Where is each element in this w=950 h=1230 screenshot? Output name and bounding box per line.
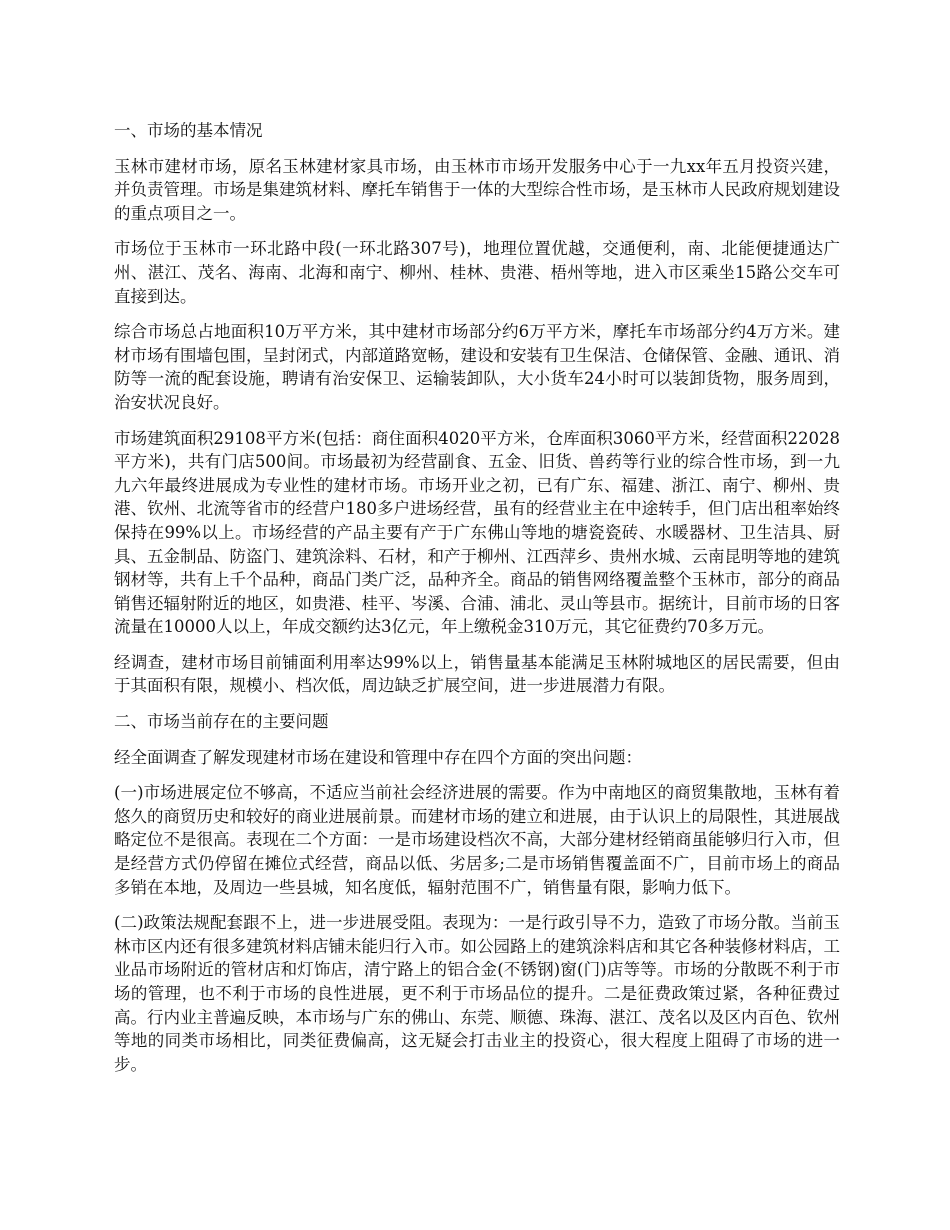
- paragraph-market-operations: 市场建筑面积29108平方米(包括：商住面积4020平方米，仓库面积3060平方米，经营面积22028平方米)，共有门店500间。市场最初为经营副食、五金、旧货、兽药等行业的综合性市场，到一九九六年最终进展成为专业性的建材市场。市场开业之初，已有广东、福建、浙江、南宁、柳州、贵港、钦州、北流等省市的经营户180多户进场经营，虽有的经营业主在中途转手，但门店出租率始终保持在99%以上。市场经营的产品主要有产于广东佛山等地的塘瓷瓷砖、水暖器材、卫生洁具、厨具、五金制品、防盗门、建筑涂料、石材，和产于柳州、江西萍乡、贵州水城、云南昆明等地的建筑钢材等，共有上千个品种，商品门类广泛，品种齐全。商品的销售网络覆盖整个玉林市，部分的商品销售还辐射附近的地区，如贵港、桂平、岑溪、合浦、浦北、灵山等县市。据统计，目前市场的日客流量在10000人以上，年成交额约达3亿元，年上缴税金310万元，其它征费约70多万元。: [114, 428, 840, 637]
- paragraph-problem-policy: (二)政策法规配套跟不上，进一步进展受阻。表现为：一是行政引导不力，造致了市场分散。当前玉林市区内还有很多建筑材料店铺未能归行入市。如公园路上的建筑涂料店和其它各种装修材料店，工业品市场附近的管材店和灯饰店，清宁路上的铝合金(不锈钢)窗(门)店等等。市场的分散既不利于市场的管理，也不利于市场的良性进展，更不利于市场品位的提升。二是征费政策过紧，各种征费过高。行内业主普遍反映，本市场与广东的佛山、东莞、顺德、珠海、湛江、茂名以及区内百色、钦州等地的同类市场相比，同类征费偏高，这无疑会打击业主的投资心，很大程度上阻碍了市场的进一步。: [114, 913, 840, 1074]
- paragraph-market-location: 市场位于玉林市一环北路中段(一环北路307号)，地理位置优越，交通便利，南、北能便捷通达广州、湛江、茂名、海南、北海和南宁、柳州、桂林、贵港、梧州等地，进入市区乘坐15路公交车可直接到达。: [114, 239, 840, 306]
- paragraph-problems-intro: 经全面调查了解发现建材市场在建设和管理中存在四个方面的突出问题：: [114, 747, 642, 767]
- section-heading-main-problems: 二、市场当前存在的主要问题: [114, 712, 329, 732]
- paragraph-market-origin: 玉林市建材市场，原名玉林建材家具市场，由玉林市市场开发服务中心于一九xx年五月投资兴建，并负责管理。市场是集建筑材料、摩托车销售于一体的大型综合性市场，是玉林市人民政府规划建设的重点项目之一。: [114, 156, 840, 223]
- paragraph-market-area: 综合市场总占地面积10万平方米，其中建材市场部分约6万平方米，摩托车市场部分约4万方米。建材市场有围墙包围，呈封闭式，内部道路宽畅，建设和安装有卫生保洁、仓储保管、金融、通讯、消防等一流的配套设施，聘请有治安保卫、运输装卸队，大小货车24小时可以装卸货物，服务周到，治安状况良好。: [114, 322, 840, 412]
- paragraph-market-survey: 经调查，建材市场目前铺面利用率达99%以上，销售量基本能满足玉林附城地区的居民需要，但由于其面积有限，规模小、档次低，周边缺乏扩展空间，进一步进展潜力有限。: [114, 652, 840, 696]
- document-page: [114, 119, 840, 1088]
- paragraph-problem-positioning: (一)市场进展定位不够高，不适应当前社会经济进展的需要。作为中南地区的商贸集散地，玉林有着悠久的商贸历史和较好的商业进展前景。而建材市场的建立和进展，由于认识上的局限性，其进展战略定位不是很高。表现在二个方面：一是市场建设档次不高，大部分建材经销商虽能够归行入市，但是经营方式仍停留在摊位式经营，商品以低、劣居多;二是市场销售覆盖面不广，目前市场上的商品多销在本地，及周边一些县城，知名度低，辐射范围不广，销售量有限，影响力低下。: [114, 783, 840, 897]
- section-heading-basic-situation: 一、市场的基本情况: [114, 121, 263, 140]
